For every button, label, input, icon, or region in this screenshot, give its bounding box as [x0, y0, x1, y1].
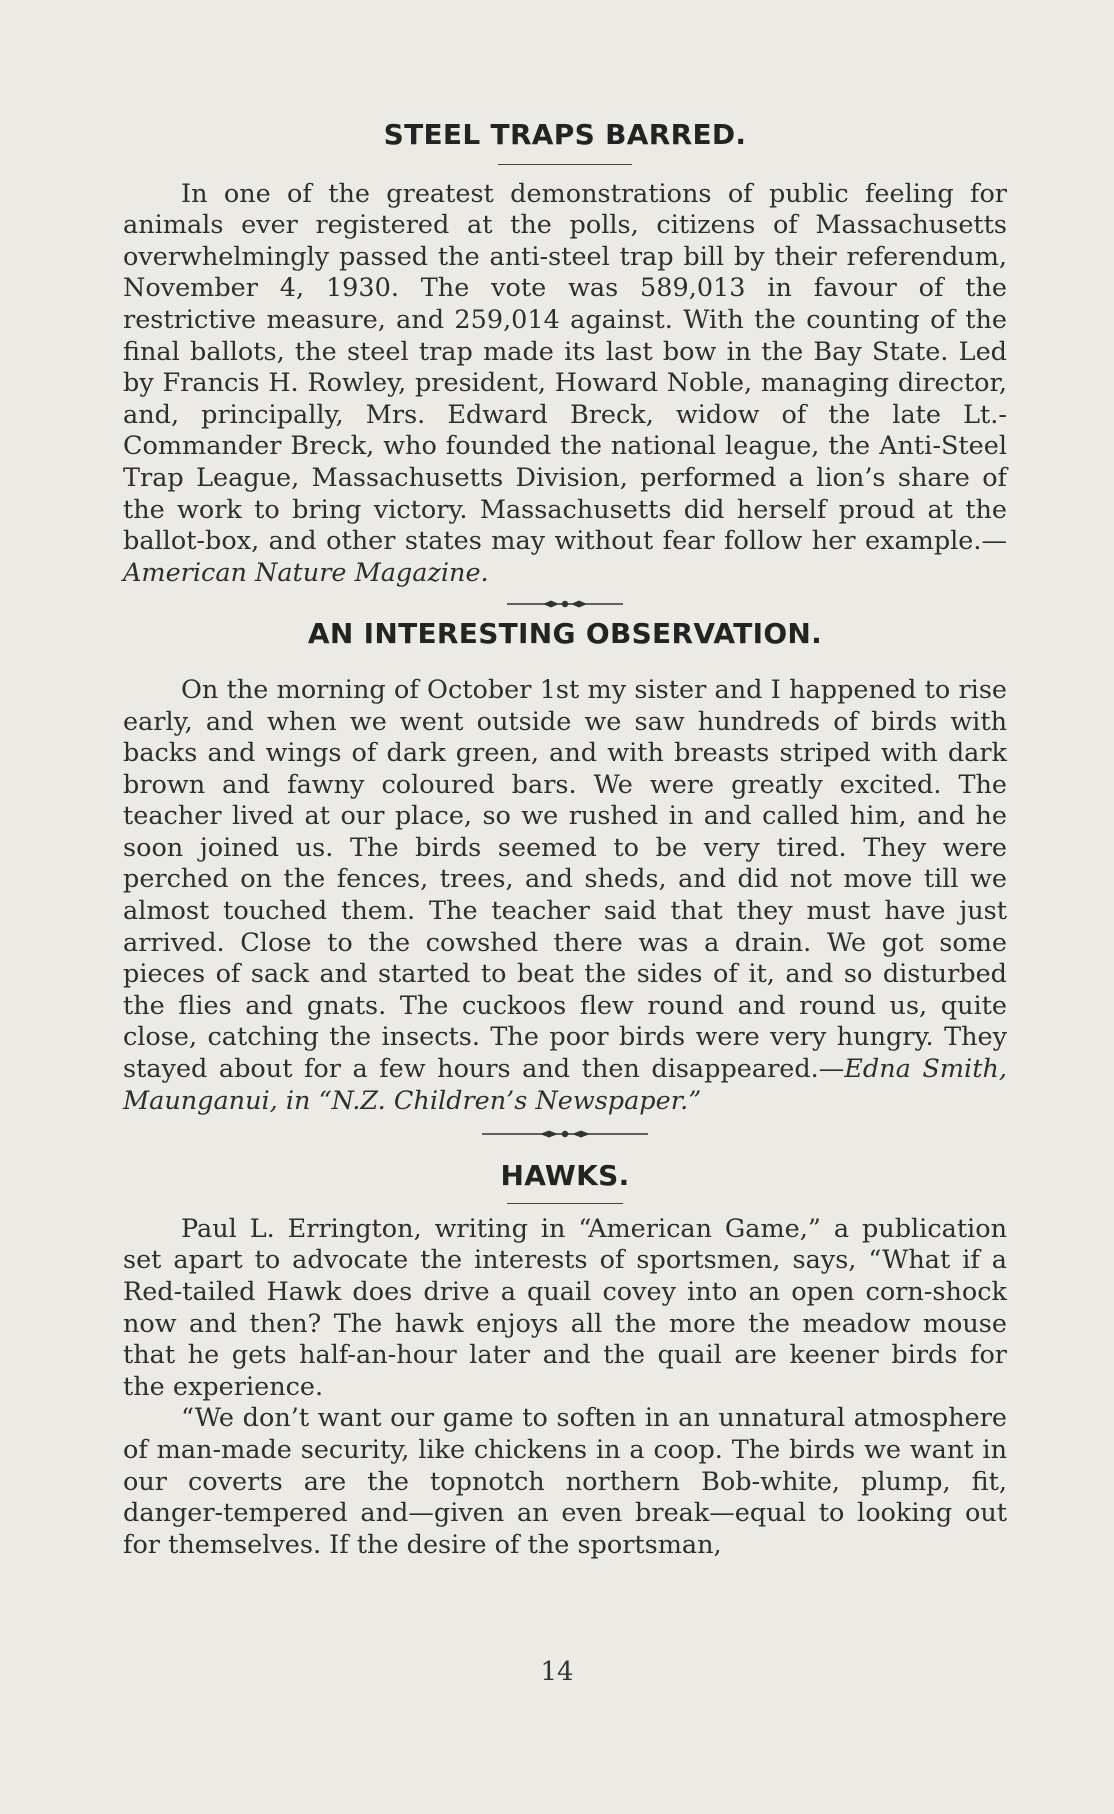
source-citation: American Nature Magazine. [123, 557, 489, 588]
text-column [123, 118, 1007, 1561]
paragraph-text: On the morning of October 1st my sister and I happened to rise early, and when we went outside we saw hundreds of birds with backs and wings of dark green, and with breasts striped with dark brown and fawny coloured bars. We were greatly excited. The teacher lived at our place, so we rushed in and called him, and he soon joined us. The birds seemed to be very tired. They were perched on the fences, trees, and sheds, and did not move till we almost touched them. The teacher said that they must have just arrived. Close to the cowshed there was a drain. We got some pieces of sack and started to beat the sides of it, and so disturbed the flies and gnats. The cuckoos flew round and round us, quite close, catching the insects. The poor birds were very hungry. They stayed about for a few hours and then disappeared.— [123, 674, 1007, 1085]
paragraph [123, 1403, 1007, 1561]
heading-rule [507, 1203, 623, 1204]
section-steel-traps [123, 118, 1007, 589]
paragraph [123, 675, 1007, 1117]
heading-rule [498, 164, 632, 165]
section-heading: AN INTERESTING OBSERVATION. [307, 617, 823, 651]
paragraph [123, 179, 1007, 590]
ornament-divider-icon [505, 597, 625, 611]
paragraph-text: Paul L. Errington, writing in “American Game,” a publication set apart to advocate the interests of sportsmen, says, “What if a Red-tailed Hawk does drive a quail covey into an open corn-shock now and then? The hawk enjoys all the more the meadow mouse that he gets half-an-hour later and the quail are keener birds for the experience. [123, 1213, 1007, 1402]
section-hawks [123, 1159, 1007, 1561]
paragraph [123, 1214, 1007, 1404]
source-citation: Edna Smith, Maunganui, in “N.Z. Children’s Newspaper.” [123, 1054, 1007, 1116]
paragraph-text: “We don’t want our game to soften in an unnatural atmosphere of man-made security, like chickens in a coop. The birds we want in our coverts are the topnotch northern Bob-white, plump, fit, danger-tempered and—given an even break—equal to looking out for themselves. If the desire of the sportsman, [123, 1403, 1007, 1560]
section-heading: STEEL TRAPS BARRED. [383, 118, 747, 151]
paragraph-text: In one of the greatest demonstrations of public feeling for animals ever registered at the polls, citizens of Massachusetts overwhelmingly passed the anti-steel trap bill by their referendum, November 4, 1930. The vote was 589,013 in favour of the restrictive measure, and 259,014 against. With the counting of the final ballots, the steel trap made its last bow in the Bay State. Led by Francis H. Rowley, president, Howard Noble, managing director, and, principally, Mrs. Edward Breck, widow of the late Lt.-Commander Breck, who founded the national league, the Anti-Steel Trap League, Massachusetts Division, performed a lion’s share of the work to bring victory. Massachusetts did herself proud at the ballot-box, and other states may without fear follow her example.— [123, 178, 1007, 557]
section-interesting-observation [123, 617, 1007, 1117]
ornament-divider-icon [480, 1127, 650, 1141]
page-number: 14 [540, 1657, 574, 1687]
section-heading: HAWKS. [500, 1159, 630, 1193]
